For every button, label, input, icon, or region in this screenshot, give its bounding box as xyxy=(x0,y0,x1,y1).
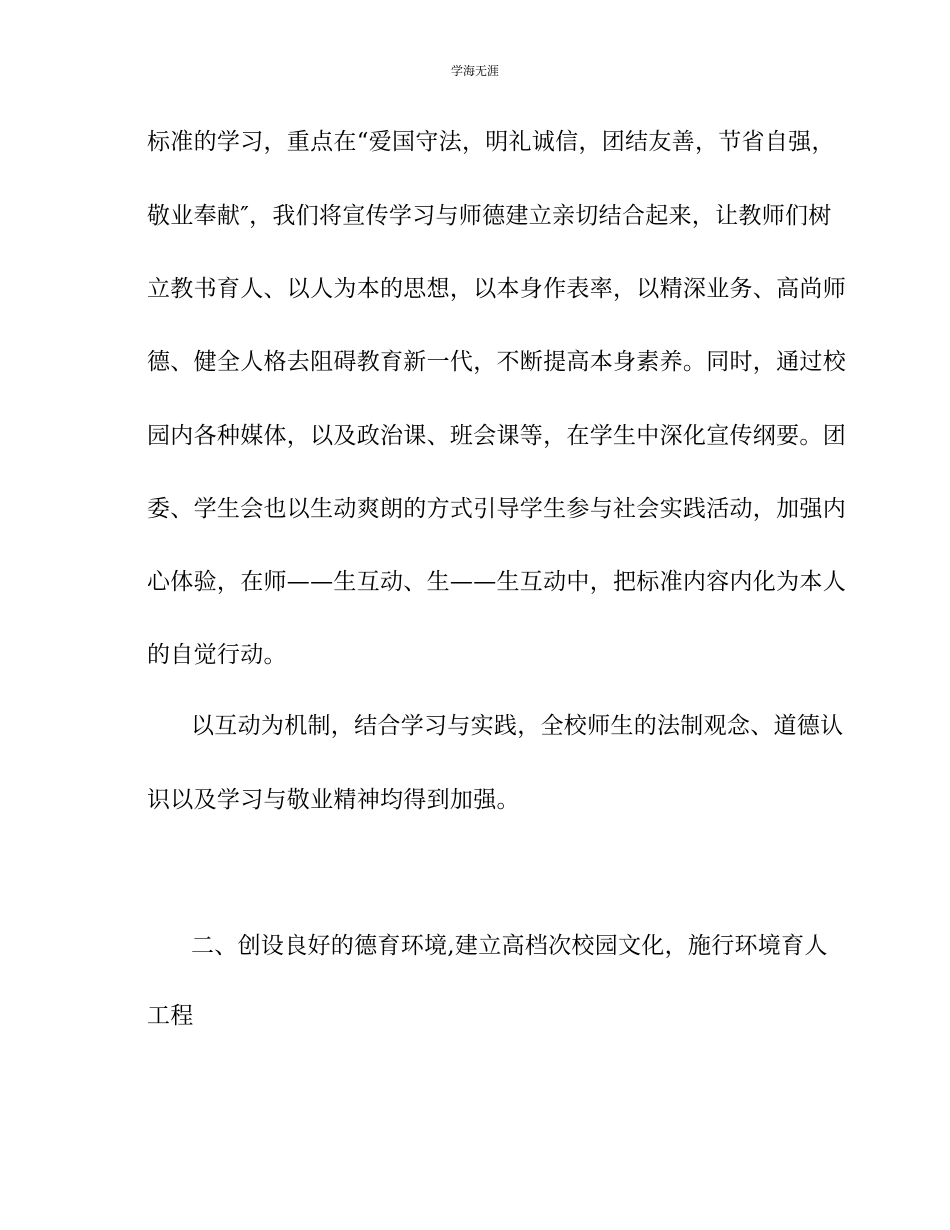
paragraph-first-line: 以互动为机制，结合学习与实践，全校师生的法制观念、道德认 xyxy=(191,713,844,739)
body-line: 敬业奉献″，我们将宣传学习与师德建立亲切结合起来，让教师们树 xyxy=(147,203,832,229)
body-line: 识以及学习与敬业精神均得到加强。 xyxy=(147,787,520,813)
section-heading-continued: 工程 xyxy=(147,1003,194,1029)
body-line: 园内各种媒体，以及政治课、班会课等，在学生中深化宣传纲要。团 xyxy=(147,423,846,449)
body-line: 委、学生会也以生动爽朗的方式引导学生参与社会实践活动，加强内 xyxy=(147,496,846,522)
body-line: 心体验，在师——生互动、生——生互动中，把标准内容内化为本人 xyxy=(147,569,846,595)
body-line: 标准的学习，重点在“爱国守法，明礼诚信，团结友善，节省自强， xyxy=(147,129,835,155)
body-line: 立教书育人、以人为本的思想，以本身作表率，以精深业务、高尚师 xyxy=(147,276,846,302)
body-line: 德、健全人格去阻碍教育新一代，不断提高本身素养。同时，通过校 xyxy=(147,349,846,375)
page-header: 学海无涯 xyxy=(450,64,499,78)
body-line: 的自觉行动。 xyxy=(147,642,287,668)
section-heading: 二、创设良好的德育环境,建立高档次校园文化，施行环境育人 xyxy=(191,933,828,959)
